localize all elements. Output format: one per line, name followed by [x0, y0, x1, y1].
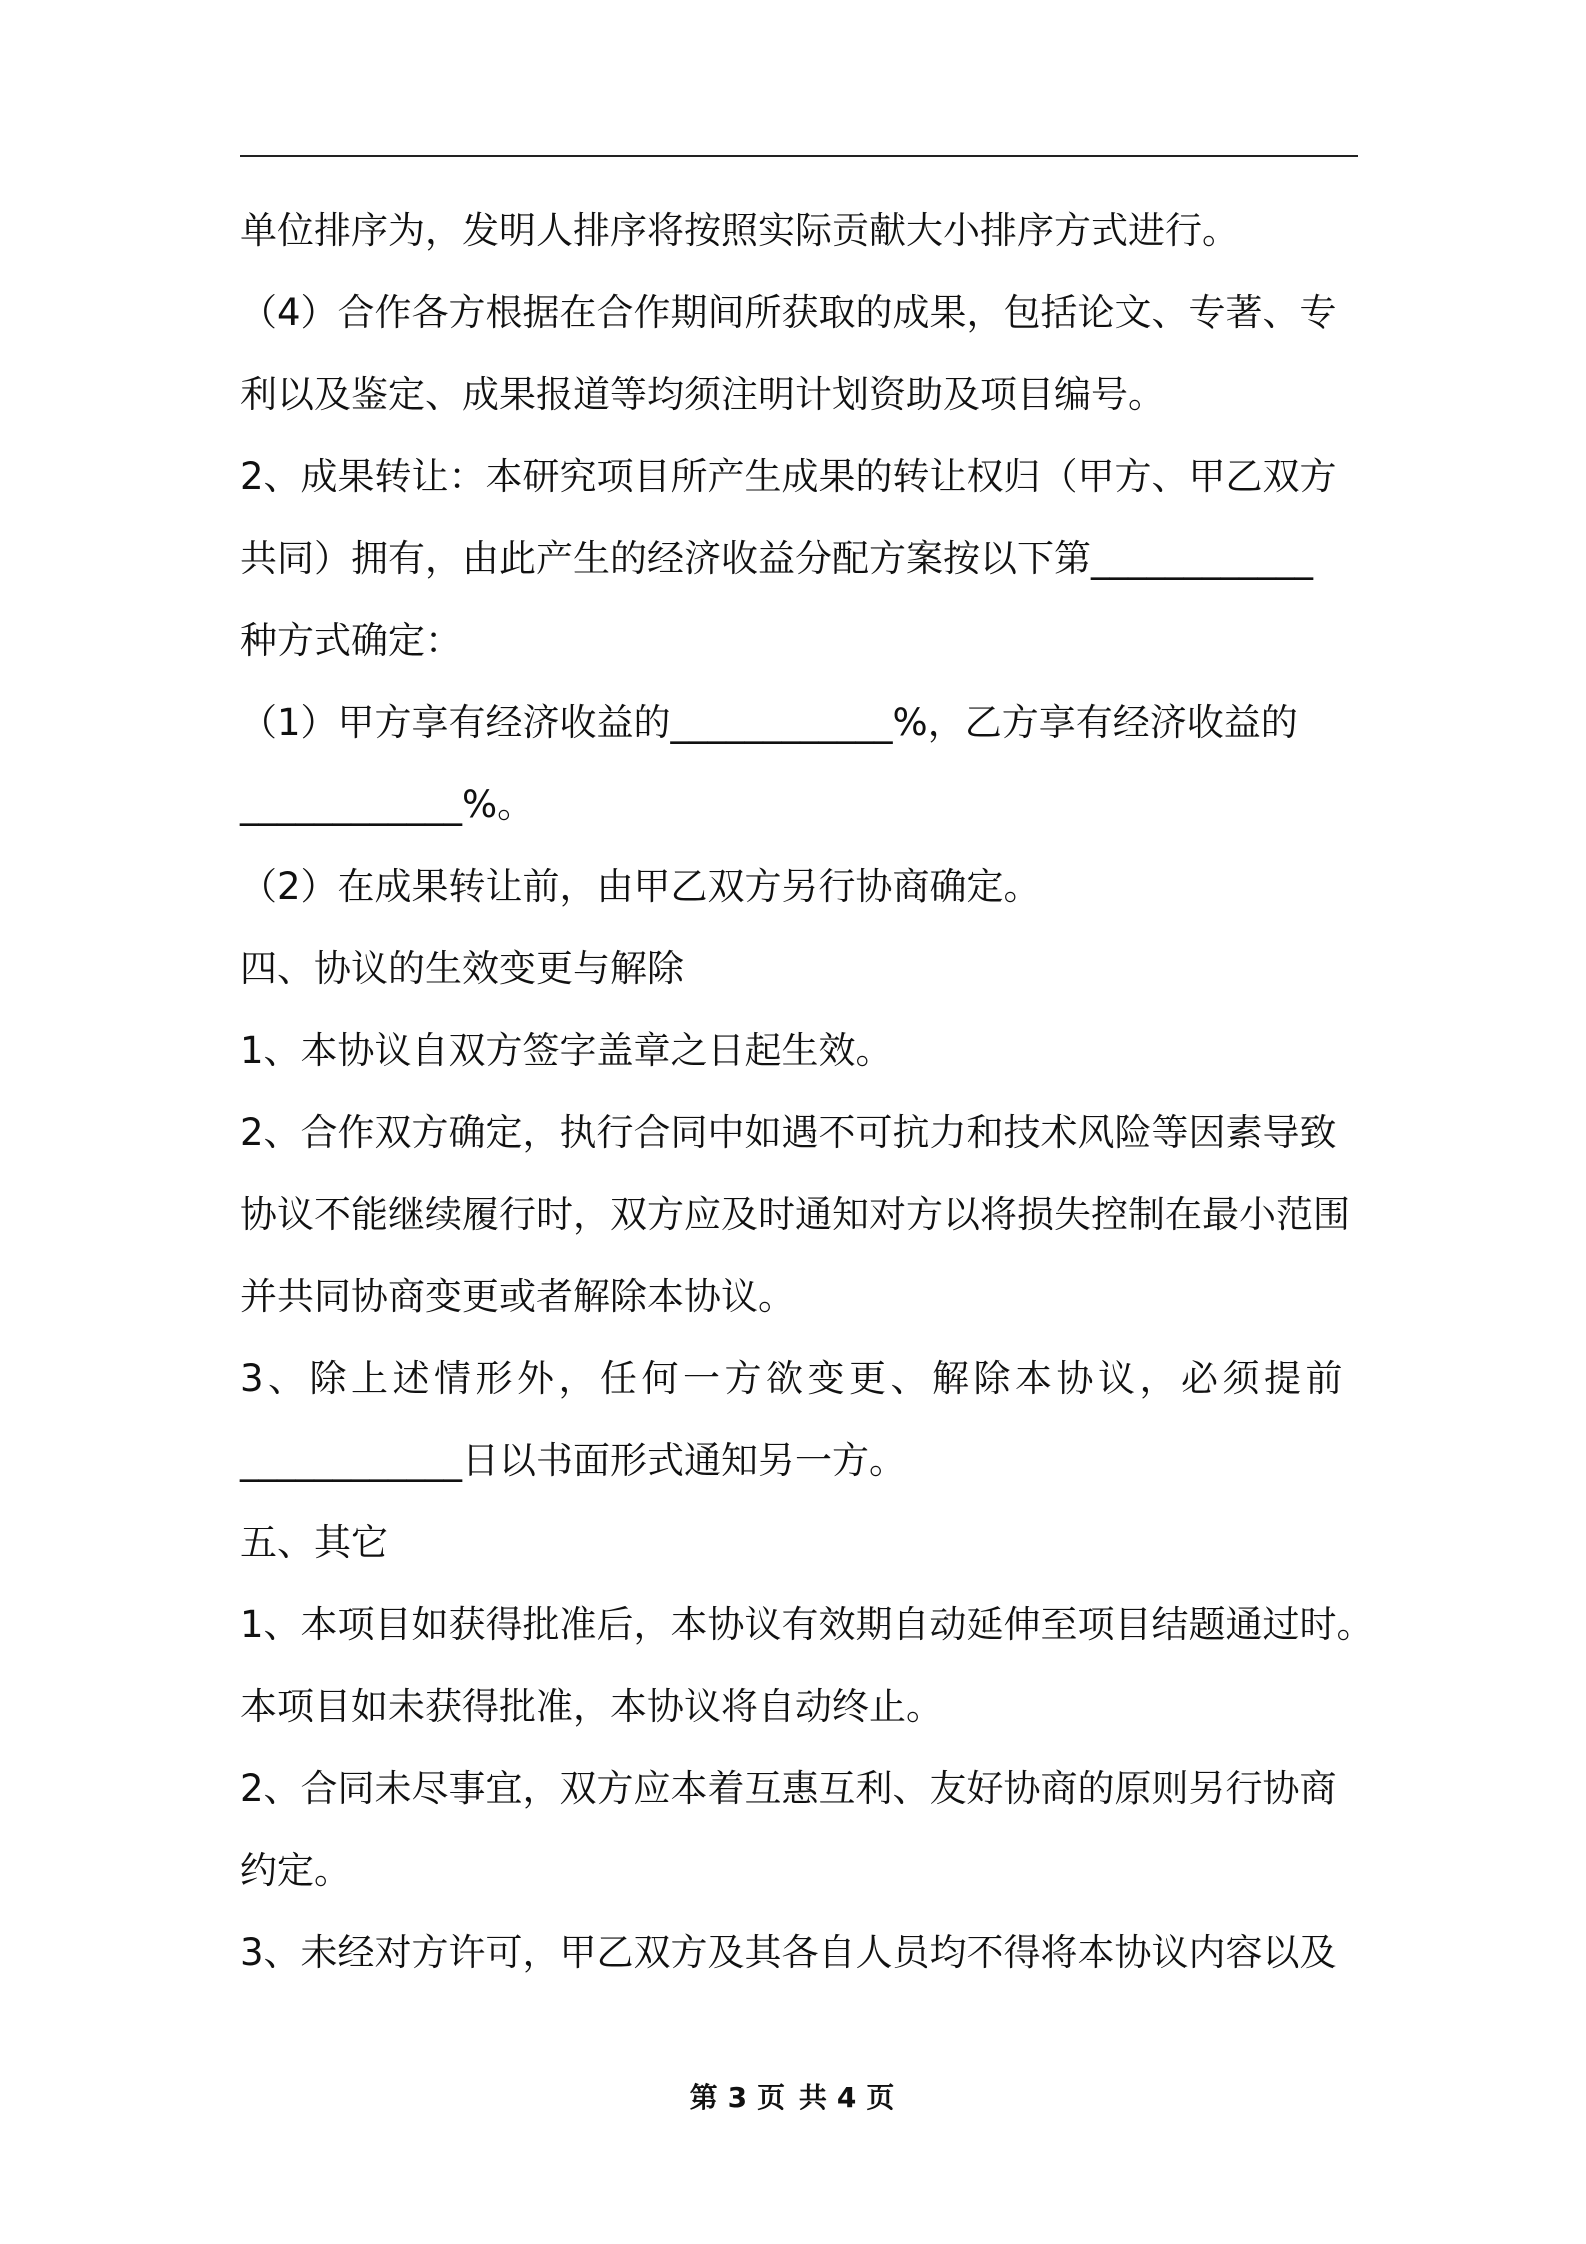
- text-line: 2、成果转让：本研究项目所产生成果的转让权归（甲方、甲乙双方: [240, 455, 1337, 498]
- line-text: %。: [462, 783, 535, 826]
- text-line: 2、合作双方确定，执行合同中如遇不可抗力和技术风险等因素导致: [240, 1111, 1337, 1154]
- header-rule: [240, 155, 1358, 157]
- fill-in-blank: ____________: [240, 783, 462, 826]
- text-line: 约定。: [240, 1849, 351, 1892]
- line-text: 日以书面形式通知另一方。: [462, 1439, 906, 1482]
- text-line: 1、本项目如获得批准后，本协议有效期自动延伸至项目结题通过时。: [240, 1603, 1374, 1646]
- line-text: 共同）拥有，由此产生的经济收益分配方案按以下第: [240, 537, 1091, 580]
- text-line: 2、合同未尽事宜，双方应本着互惠互利、友好协商的原则另行协商: [240, 1767, 1337, 1810]
- text-line: 并共同协商变更或者解除本协议。: [240, 1275, 795, 1318]
- footer-page-number: 3: [727, 2081, 750, 2114]
- text-line: 3、未经对方许可，甲乙双方及其各自人员均不得将本协议内容以及: [240, 1931, 1337, 1974]
- text-line: 3、除上述情形外，任何一方欲变更、解除本协议，必须提前: [240, 1357, 1348, 1400]
- fill-in-blank: ____________: [670, 701, 893, 744]
- section-heading: 五、其它: [240, 1521, 388, 1564]
- line-text: %，乙方享有经济收益的: [892, 701, 1298, 744]
- text-line: 单位排序为，发明人排序将按照实际贡献大小排序方式进行。: [240, 209, 1239, 252]
- text-line: [240, 1420, 1365, 1502]
- text-line: 本项目如未获得批准，本协议将自动终止。: [240, 1685, 943, 1728]
- footer-middle: 页 共: [757, 2081, 829, 2114]
- text-line: 利以及鉴定、成果报道等均须注明计划资助及项目编号。: [240, 373, 1165, 416]
- text-line: 协议不能继续履行时，双方应及时通知对方以将损失控制在最小范围: [240, 1193, 1350, 1236]
- text-line: 1、本协议自双方签字盖章之日起生效。: [240, 1029, 893, 1072]
- page-footer: [0, 2076, 1586, 2116]
- footer-suffix: 页: [866, 2081, 897, 2114]
- footer-total-pages: 4: [836, 2081, 859, 2114]
- text-line: [240, 518, 1365, 600]
- text-line: （4）合作各方根据在合作期间所获取的成果，包括论文、专著、专: [240, 291, 1337, 334]
- text-line: （2）在成果转让前，由甲乙双方另行协商确定。: [240, 865, 1041, 908]
- text-line: [240, 682, 1365, 764]
- footer-prefix: 第: [689, 2081, 720, 2114]
- text-line: 种方式确定：: [240, 619, 462, 662]
- fill-in-blank: ____________: [1091, 537, 1313, 580]
- section-heading: 四、协议的生效变更与解除: [240, 947, 684, 990]
- text-line: [240, 764, 1365, 846]
- document-body: [240, 190, 1374, 1994]
- fill-in-blank: ____________: [240, 1439, 462, 1482]
- line-text: （1）甲方享有经济收益的: [240, 701, 671, 744]
